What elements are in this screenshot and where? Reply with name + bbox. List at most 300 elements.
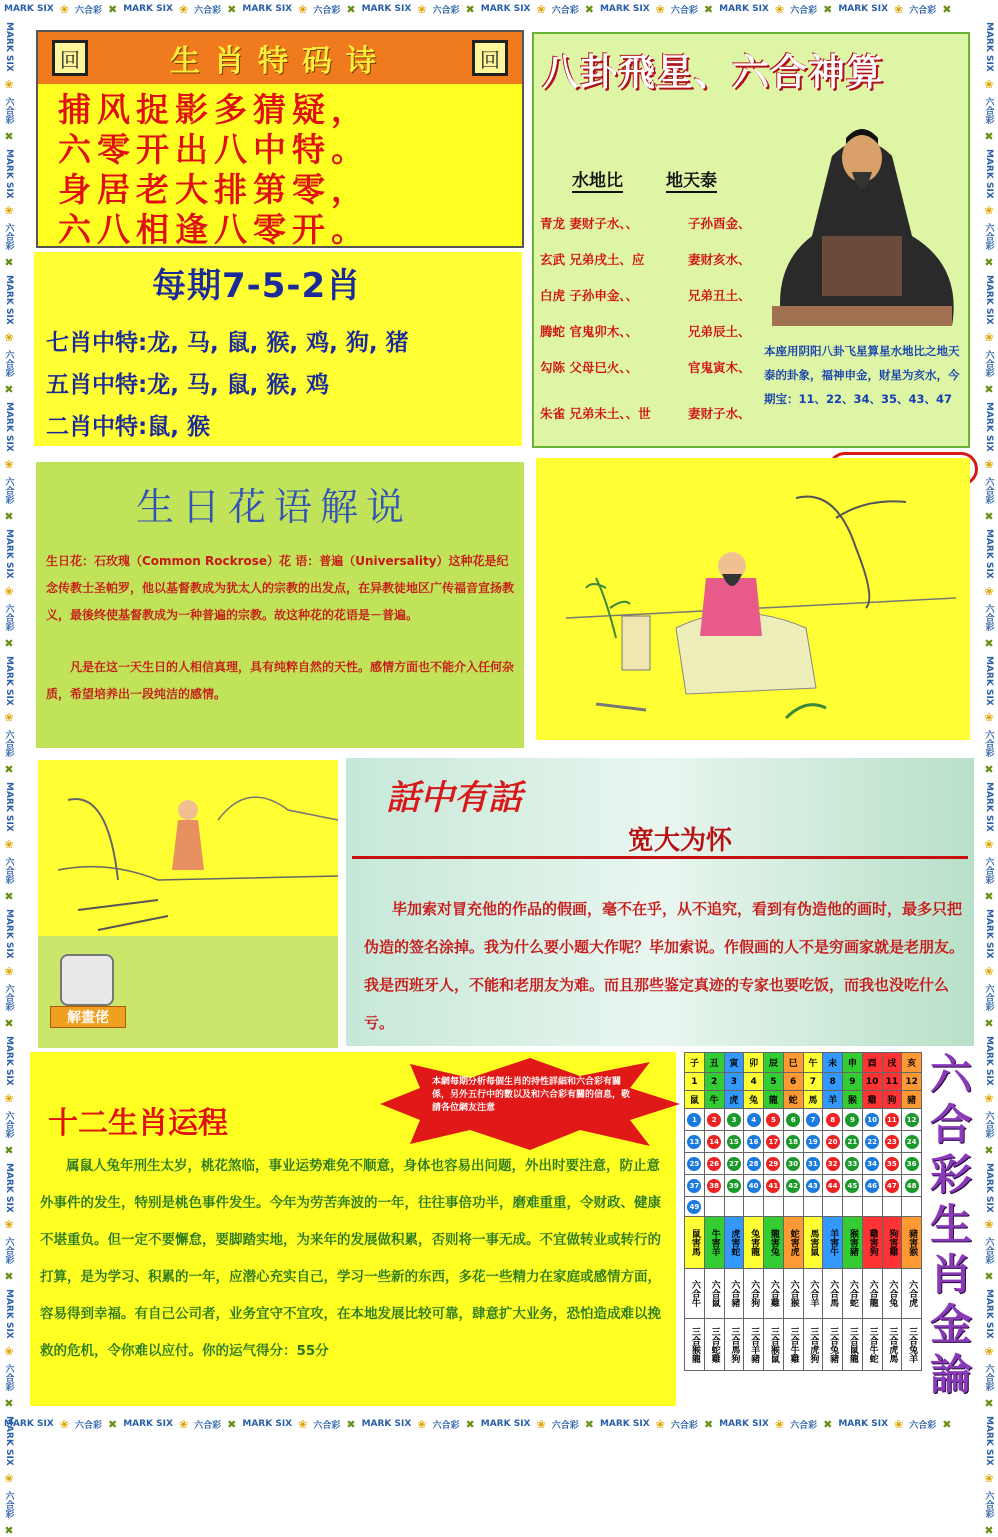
border-cn-text: 六合彩 (670, 5, 698, 16)
ball-cell (843, 1109, 863, 1131)
number-ball: 13 (687, 1135, 701, 1149)
number-ball: 48 (905, 1179, 919, 1193)
harm-cell: 馬害鼠 (803, 1217, 823, 1269)
number-ball: 23 (885, 1135, 899, 1149)
six-harmony-cell: 六合鼠 (704, 1269, 724, 1319)
number-ball: 30 (786, 1157, 800, 1171)
flower-icon: ❀ (2, 457, 16, 471)
cross-icon: ✖ (2, 636, 16, 650)
ball-cell (862, 1153, 882, 1175)
cross-icon: ✖ (2, 890, 16, 904)
flower-icon: ❀ (982, 838, 996, 852)
number-cell: 11 (882, 1073, 902, 1091)
number-ball: 33 (845, 1157, 859, 1171)
bagua-row: 腾蛇 官鬼卯木、、 兄弟辰土、 (540, 324, 751, 339)
border-cn-text: 六合彩 (313, 5, 341, 16)
ball-cell (803, 1197, 823, 1217)
six-harmony-cell: 六合虎 (902, 1269, 922, 1319)
ball-cell (685, 1131, 705, 1153)
ball-cell (902, 1175, 922, 1197)
flower-icon: ❀ (2, 331, 16, 345)
border-mark-text: MARK SIX (4, 402, 14, 452)
ball-cell (882, 1197, 902, 1217)
number-ball: 17 (766, 1135, 780, 1149)
number-ball: 12 (905, 1113, 919, 1127)
number-ball: 9 (845, 1113, 859, 1127)
flower-icon: ❀ (2, 1218, 16, 1232)
flower-icon: ❀ (298, 2, 308, 16)
border-cn-text: 六合彩 (551, 5, 579, 16)
bagua-row: 青龙 妻财子水、、 子孙酉金、 (540, 216, 751, 231)
border-mark-text: MARK SIX (4, 4, 54, 14)
border-cn-text: 六合彩 (983, 1490, 994, 1518)
border-mark-text: MARK SIX (4, 655, 14, 706)
ball-cell (724, 1109, 744, 1131)
cross-icon: ✖ (982, 890, 996, 904)
border-mark-text: MARK SIX (4, 1416, 14, 1466)
flower-icon: ❀ (2, 77, 16, 91)
ball-cell (823, 1131, 843, 1153)
border-mark-text: MARK SIX (719, 4, 769, 14)
ball-cell (724, 1197, 744, 1217)
number-ball: 38 (707, 1179, 721, 1193)
ball-cell (764, 1153, 784, 1175)
cross-icon: ✖ (823, 1417, 833, 1431)
animal-cell: 猴 (843, 1091, 863, 1109)
ball-cell (843, 1175, 863, 1197)
border-mark-text: MARK SIX (123, 4, 173, 14)
flower-icon: ❀ (2, 1091, 16, 1105)
cross-icon: ✖ (2, 509, 16, 523)
border-cn-text: 六合彩 (3, 350, 14, 378)
number-ball: 8 (826, 1113, 840, 1127)
border-cn-text: 六合彩 (3, 223, 14, 251)
number-ball: 6 (786, 1113, 800, 1127)
ball-cell (902, 1131, 922, 1153)
three-harmony-cell: 三合牛蛇 (862, 1319, 882, 1371)
cross-icon: ✖ (2, 1397, 16, 1411)
fortune-heading: 十二生肖运程 (48, 1106, 228, 1141)
ball-cell (704, 1197, 724, 1217)
animal-cell: 雞 (862, 1091, 882, 1109)
zodiac-pick-panel (34, 252, 522, 446)
border-cn-text: 六合彩 (74, 1420, 102, 1431)
number-ball: 32 (826, 1157, 840, 1171)
six-harmony-cell: 六合蛇 (843, 1269, 863, 1319)
flower-icon: ❀ (178, 1417, 189, 1431)
interpreter-label: 解畫佬 (50, 1006, 126, 1028)
branch-cell: 酉 (862, 1053, 882, 1073)
poem-header (38, 32, 522, 84)
flower-icon: ❀ (536, 2, 546, 16)
scroll-icon (60, 954, 114, 1006)
animal-cell: 蛇 (783, 1091, 803, 1109)
divider (352, 856, 968, 859)
animal-cell: 虎 (724, 1091, 744, 1109)
poem-line: 捕风捉影多猜疑， (58, 90, 370, 129)
cross-icon: ✖ (703, 1417, 714, 1431)
ball-cell (862, 1197, 882, 1217)
number-ball: 19 (806, 1135, 820, 1149)
six-harmony-row (685, 1269, 922, 1319)
ball-cell (783, 1175, 803, 1197)
number-ball: 16 (747, 1135, 761, 1149)
border-cn-text: 六合彩 (551, 1420, 579, 1431)
border-mark-text: MARK SIX (361, 1419, 412, 1429)
ball-cell (764, 1109, 784, 1131)
three-harmony-cell: 三合牛雞 (783, 1319, 803, 1371)
corner-glyph-left: 回 (52, 40, 88, 76)
border-cn-text: 六合彩 (983, 1237, 994, 1265)
flower-icon: ❀ (982, 457, 996, 471)
flower-icon: ❀ (2, 838, 16, 852)
number-ball: 14 (707, 1135, 721, 1149)
flower-icon: ❀ (2, 1471, 16, 1485)
border-cn-text: 六合彩 (983, 857, 994, 885)
ball-cell (724, 1153, 744, 1175)
number-ball: 1 (687, 1113, 701, 1127)
border-cn-text: 六合彩 (194, 5, 222, 16)
flower-icon: ❀ (894, 1417, 904, 1431)
cross-icon: ✖ (982, 1523, 996, 1537)
three-harmony-cell: 三合羊豬 (744, 1319, 764, 1371)
border-cn-text: 六合彩 (790, 5, 818, 16)
border-mark-text: MARK SIX (984, 275, 994, 326)
six-harmony-cell: 六合雞 (764, 1269, 784, 1319)
three-harmony-cell: 三合虎馬 (882, 1319, 902, 1371)
border-cn-text: 六合彩 (983, 476, 994, 504)
number-ball: 43 (806, 1179, 820, 1193)
number-ball: 46 (865, 1179, 879, 1193)
cross-icon: ✖ (2, 763, 16, 777)
ball-cell (744, 1109, 764, 1131)
number-ball: 10 (865, 1113, 879, 1127)
ball-cell (902, 1109, 922, 1131)
flower-icon: ❀ (982, 711, 996, 725)
flower-icon: ❀ (655, 1417, 665, 1431)
border-cn-text: 六合彩 (983, 730, 994, 758)
harm-cell: 牛害羊 (704, 1217, 724, 1269)
number-ball: 40 (747, 1179, 761, 1193)
top-border (0, 0, 998, 18)
number-cell: 2 (704, 1073, 724, 1091)
border-cn-text: 六合彩 (3, 96, 14, 124)
side-title-char: 彩 (929, 1150, 972, 1199)
cross-icon: ✖ (982, 256, 996, 270)
six-harmony-cell: 六合豬 (724, 1269, 744, 1319)
border-mark-text: MARK SIX (4, 782, 14, 833)
ball-row (685, 1197, 922, 1217)
number-ball: 3 (727, 1113, 741, 1127)
branch-cell: 辰 (764, 1053, 784, 1073)
number-ball: 21 (845, 1135, 859, 1149)
three-harmony-cell: 三合猴鼠 (764, 1319, 784, 1371)
border-mark-text: MARK SIX (984, 1289, 994, 1340)
number-cell: 6 (783, 1073, 803, 1091)
story-subheading: 宽大为怀 (628, 826, 733, 856)
three-harmony-cell: 三合馬狗 (724, 1319, 744, 1371)
ball-cell (823, 1109, 843, 1131)
flower-icon: ❀ (774, 1417, 785, 1431)
walking-man-illustration (38, 760, 338, 936)
number-ball: 2 (707, 1113, 721, 1127)
number-ball: 45 (845, 1179, 859, 1193)
harm-cell: 虎害蛇 (724, 1217, 744, 1269)
number-ball: 49 (687, 1200, 701, 1214)
number-ball: 36 (905, 1157, 919, 1171)
number-ball: 41 (766, 1179, 780, 1193)
animal-cell: 鼠 (685, 1091, 705, 1109)
border-cn-text: 六合彩 (3, 1364, 14, 1392)
branch-cell: 子 (685, 1053, 705, 1073)
ball-cell (803, 1131, 823, 1153)
ball-cell (685, 1197, 705, 1217)
border-mark-text: MARK SIX (984, 909, 994, 959)
border-cn-text: 六合彩 (74, 5, 102, 16)
flower-icon: ❀ (298, 1417, 308, 1431)
border-mark-text: MARK SIX (984, 655, 994, 706)
border-mark-text: MARK SIX (361, 4, 412, 14)
border-cn-text: 六合彩 (3, 1237, 14, 1265)
number-ball: 20 (826, 1135, 840, 1149)
ball-cell (685, 1153, 705, 1175)
cross-icon: ✖ (823, 2, 833, 16)
ball-cell (902, 1153, 922, 1175)
cross-icon: ✖ (227, 1417, 237, 1431)
branch-cell: 申 (843, 1053, 863, 1073)
ball-cell (744, 1153, 764, 1175)
side-title-char: 六 (929, 1050, 972, 1099)
left-border (0, 18, 18, 1537)
six-harmony-cell: 六合龍 (862, 1269, 882, 1319)
number-ball: 42 (786, 1179, 800, 1193)
cross-icon: ✖ (2, 1016, 16, 1030)
notice-burst (380, 1058, 680, 1150)
border-mark-text: MARK SIX (984, 1416, 994, 1466)
border-mark-text: MARK SIX (838, 4, 889, 14)
border-mark-text: MARK SIX (4, 1162, 14, 1213)
cross-icon: ✖ (982, 383, 996, 397)
story-panel (346, 758, 974, 1046)
ball-cell (902, 1197, 922, 1217)
ball-cell (685, 1109, 705, 1131)
ball-cell (783, 1153, 803, 1175)
ball-cell (783, 1109, 803, 1131)
number-ball: 27 (727, 1157, 741, 1171)
six-harmony-cell: 六合狗 (744, 1269, 764, 1319)
hexagram-left: 水地比 (572, 166, 623, 193)
border-mark-text: MARK SIX (4, 1419, 54, 1429)
ball-cell (724, 1131, 744, 1153)
animal-row (685, 1091, 922, 1109)
cross-icon: ✖ (2, 256, 16, 270)
ball-cell (862, 1131, 882, 1153)
ball-cell (704, 1131, 724, 1153)
border-cn-text: 六合彩 (983, 96, 994, 124)
ball-cell (803, 1175, 823, 1197)
flower-icon: ❀ (2, 964, 16, 978)
three-harmony-cell: 三合兔豬 (823, 1319, 843, 1371)
border-mark-text: MARK SIX (984, 402, 994, 452)
pick-line: 五肖中特:龙, 马, 鼠, 猴, 鸡 (46, 372, 330, 398)
flower-icon: ❀ (536, 1417, 546, 1431)
cross-icon: ✖ (982, 129, 996, 143)
pick-line: 二肖中特:鼠, 猴 (46, 414, 210, 440)
number-ball: 22 (865, 1135, 879, 1149)
ball-row (685, 1131, 922, 1153)
border-cn-text: 六合彩 (3, 603, 14, 631)
harm-cell: 龍害兔 (764, 1217, 784, 1269)
flower-icon: ❀ (982, 1091, 996, 1105)
three-harmony-cell: 三合猴龍 (685, 1319, 705, 1371)
ball-row (685, 1153, 922, 1175)
three-harmony-cell: 三合蛇雞 (704, 1319, 724, 1371)
flower-icon: ❀ (655, 2, 665, 16)
border-cn-text: 六合彩 (983, 223, 994, 251)
six-harmony-cell: 六合馬 (823, 1269, 843, 1319)
flower-icon: ❀ (982, 331, 996, 345)
poem-panel (36, 30, 524, 248)
cross-icon: ✖ (465, 2, 475, 16)
animal-cell: 兔 (744, 1091, 764, 1109)
border-mark-text: MARK SIX (599, 1419, 650, 1429)
branch-cell: 未 (823, 1053, 843, 1073)
ball-cell (882, 1153, 902, 1175)
pick-heading: 每期7-5-2肖 (152, 266, 362, 306)
border-cn-text: 六合彩 (313, 1420, 341, 1431)
cross-icon: ✖ (982, 1143, 996, 1157)
branch-cell: 丑 (704, 1053, 724, 1073)
flower-icon: ❀ (982, 1218, 996, 1232)
side-title-char: 生 (929, 1200, 972, 1249)
three-harmony-cell: 三合虎狗 (803, 1319, 823, 1371)
number-ball: 29 (766, 1157, 780, 1171)
border-mark-text: MARK SIX (984, 1162, 994, 1213)
border-mark-text: MARK SIX (242, 1419, 293, 1429)
poem-title: 生肖特码诗 (170, 44, 390, 79)
border-mark-text: MARK SIX (838, 1419, 889, 1429)
border-cn-text: 六合彩 (670, 1420, 698, 1431)
border-mark-text: MARK SIX (984, 1035, 994, 1086)
branch-cell: 巳 (783, 1053, 803, 1073)
flower-heading: 生日花语解说 (136, 485, 413, 529)
border-mark-text: MARK SIX (984, 782, 994, 833)
cross-icon: ✖ (982, 636, 996, 650)
border-mark-text: MARK SIX (984, 148, 994, 199)
flower-icon: ❀ (894, 2, 904, 16)
border-mark-text: MARK SIX (123, 1419, 173, 1429)
cross-icon: ✖ (982, 509, 996, 523)
ball-cell (744, 1197, 764, 1217)
ball-cell (744, 1131, 764, 1153)
border-cn-text: 六合彩 (983, 1364, 994, 1392)
number-row (685, 1073, 922, 1091)
side-title-char: 論 (929, 1350, 972, 1399)
animal-cell: 牛 (704, 1091, 724, 1109)
cross-icon: ✖ (2, 383, 16, 397)
cross-icon: ✖ (2, 1523, 16, 1537)
border-mark-text: MARK SIX (599, 4, 650, 14)
ball-cell (862, 1109, 882, 1131)
pick-line: 七肖中特:龙, 马, 鼠, 猴, 鸡, 狗, 猪 (46, 330, 409, 356)
interpreter-panel (38, 936, 338, 1048)
ball-row (685, 1109, 922, 1131)
flower-icon: ❀ (982, 964, 996, 978)
sketch-drawing (536, 458, 970, 740)
number-cell: 7 (803, 1073, 823, 1091)
poem-lines (38, 84, 522, 250)
number-cell: 4 (744, 1073, 764, 1091)
number-ball: 28 (747, 1157, 761, 1171)
ball-cell (823, 1175, 843, 1197)
bagua-note: 本座用阴阳八卦飞星算星水地比之地天泰的卦象，福神申金，财星为亥水，今期宝：11、22、34、35、43、47 (764, 344, 960, 406)
six-harmony-cell: 六合兔 (882, 1269, 902, 1319)
number-ball: 7 (806, 1113, 820, 1127)
ball-cell (704, 1153, 724, 1175)
harm-cell: 狗害雞 (882, 1217, 902, 1269)
side-title-char: 肖 (929, 1250, 972, 1299)
cross-icon: ✖ (584, 1417, 594, 1431)
number-ball: 26 (707, 1157, 721, 1171)
border-cn-text: 六合彩 (983, 1110, 994, 1138)
side-title (926, 1052, 976, 1398)
number-cell: 9 (843, 1073, 863, 1091)
flower-icon: ❀ (2, 1345, 16, 1359)
ball-cell (843, 1153, 863, 1175)
branch-row (685, 1053, 922, 1073)
cross-icon: ✖ (107, 2, 118, 16)
number-ball: 34 (865, 1157, 879, 1171)
burst-text: 本網每期分析每個生肖的持性詳細和六合彩有關係，另外五行中的數以及和六合彩有關的信息，敬請各位網友注意 (432, 1077, 631, 1113)
ball-cell (823, 1153, 843, 1175)
ball-cell (724, 1175, 744, 1197)
flower-icon: ❀ (59, 2, 69, 16)
number-ball: 5 (766, 1113, 780, 1127)
border-cn-text: 六合彩 (909, 5, 937, 16)
cross-icon: ✖ (982, 763, 996, 777)
border-cn-text: 六合彩 (3, 730, 14, 758)
ball-cell (803, 1153, 823, 1175)
bottom-border (0, 1415, 998, 1433)
number-ball: 4 (747, 1113, 761, 1127)
branch-cell: 午 (803, 1053, 823, 1073)
border-cn-text: 六合彩 (3, 1110, 14, 1138)
ball-cell (882, 1175, 902, 1197)
flower-icon: ❀ (2, 584, 16, 598)
animal-cell: 龍 (764, 1091, 784, 1109)
cross-icon: ✖ (942, 2, 952, 16)
number-cell: 8 (823, 1073, 843, 1091)
cross-icon: ✖ (982, 1397, 996, 1411)
six-harmony-cell: 六合羊 (803, 1269, 823, 1319)
border-cn-text: 六合彩 (3, 1490, 14, 1518)
cross-icon: ✖ (942, 1417, 952, 1431)
flower-icon: ❀ (982, 1345, 996, 1359)
border-cn-text: 六合彩 (3, 857, 14, 885)
flower-icon: ❀ (982, 204, 996, 218)
border-cn-text: 六合彩 (983, 603, 994, 631)
animal-cell: 羊 (823, 1091, 843, 1109)
border-cn-text: 六合彩 (3, 983, 14, 1011)
border-mark-text: MARK SIX (4, 1035, 14, 1086)
three-harmony-row (685, 1319, 922, 1371)
harm-cell: 羊害牛 (823, 1217, 843, 1269)
number-ball: 15 (727, 1135, 741, 1149)
bagua-row: 勾陈 父母巳火、、 官鬼寅木、 (540, 360, 751, 375)
border-mark-text: MARK SIX (480, 1419, 531, 1429)
ball-cell (843, 1197, 863, 1217)
border-mark-text: MARK SIX (4, 148, 14, 199)
